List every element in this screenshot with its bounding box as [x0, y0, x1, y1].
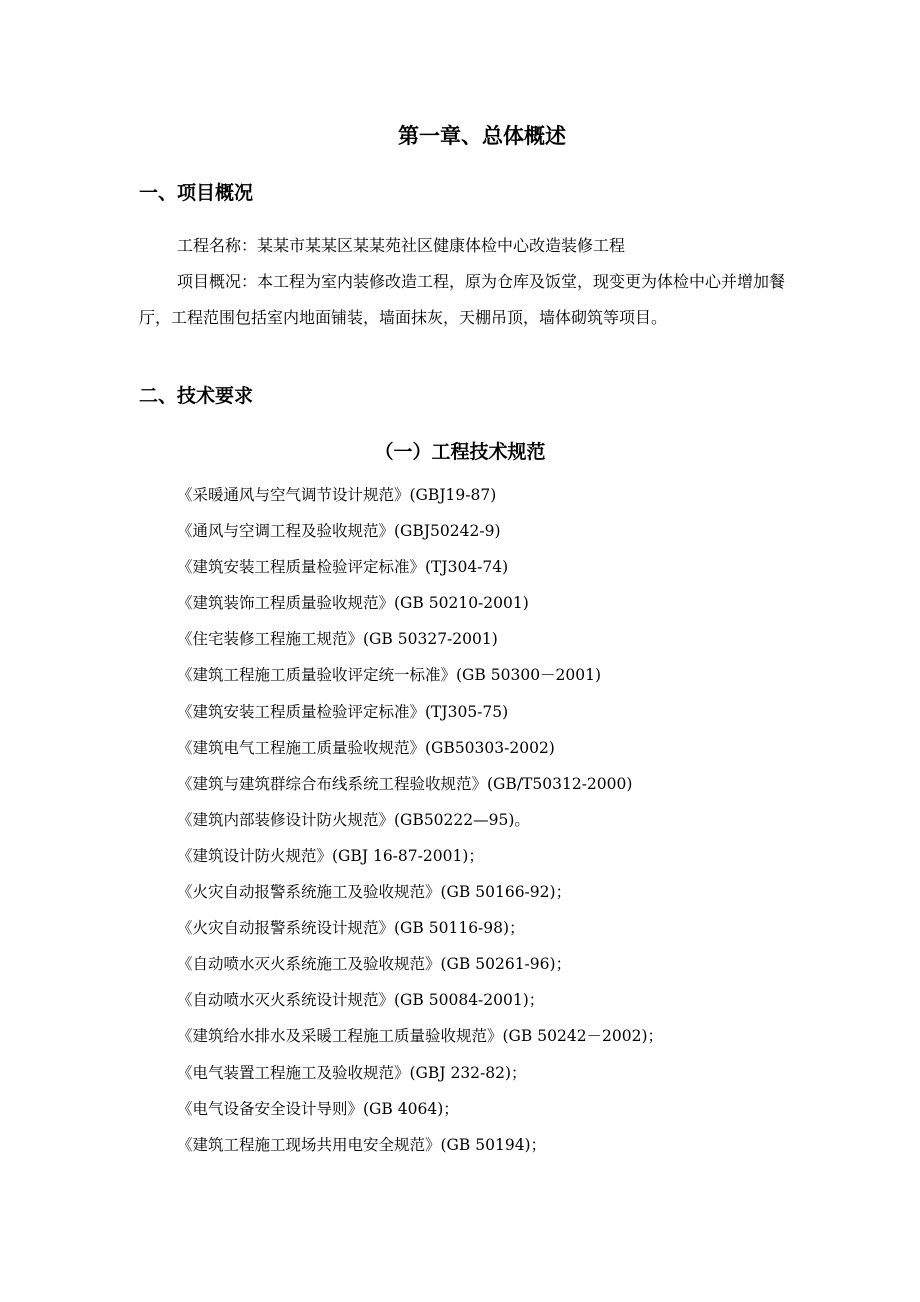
list-item: 《火灾自动报警系统设计规范》(GB 50116-98)； [177, 919, 525, 938]
chapter-title: 第一章、总体概述 [398, 123, 566, 148]
list-item: 《电气设备安全设计导则》(GB 4064)； [177, 1099, 459, 1118]
list-item: 《建筑工程施工现场共用电安全规范》(GB 50194)； [177, 1135, 547, 1154]
section-heading-project-overview: 一、项目概况 [139, 182, 254, 204]
standards-list [177, 477, 663, 1163]
list-item: 《建筑内部装修设计防火规范》(GB50222—95)。 [177, 810, 530, 829]
list-item: 《电气装置工程施工及验收规范》(GBJ 232-82)； [177, 1063, 527, 1082]
list-item: 《建筑与建筑群综合布线系统工程验收规范》(GB/T50312-2000) [177, 774, 633, 793]
subsection-heading-technical-standards: （一）工程技术规范 [374, 441, 546, 463]
list-item: 《自动喷水灭火系统施工及验收规范》(GB 50261-96)； [177, 955, 572, 974]
project-summary-paragraph: 项目概况：本工程为室内装修改造工程，原为仓库及饭堂，现变更为体检中心并增加餐厅，工程范围包括室内地面铺装，墙面抹灰，天棚吊顶，墙体砌筑等项目。 [139, 272, 786, 327]
list-item: 《自动喷水灭火系统设计规范》(GB 50084-2001)； [177, 991, 545, 1010]
list-item: 《通风与空调工程及验收规范》(GBJ50242-9) [177, 522, 501, 541]
list-item: 《建筑安装工程质量检验评定标准》(TJ304-74) [177, 558, 509, 577]
list-item: 《建筑电气工程施工质量验收规范》(GB50303-2002) [177, 738, 555, 757]
list-item: 《采暖通风与空气调节设计规范》(GBJ19-87) [177, 486, 497, 504]
list-item: 《建筑给水排水及采暖工程施工质量验收规范》(GB 50242－2002)； [177, 1027, 664, 1046]
list-item: 《建筑设计防火规范》(GBJ 16-87-2001)； [177, 846, 484, 865]
section-heading-technical-requirements: 二、技术要求 [139, 385, 254, 407]
list-item: 《建筑安装工程质量检验评定标准》(TJ305-75) [177, 702, 509, 721]
list-item: 《建筑装饰工程质量验收规范》(GB 50210-2001) [177, 594, 529, 613]
list-item: 《火灾自动报警系统施工及验收规范》(GB 50166-92)； [177, 883, 572, 902]
list-item: 《建筑工程施工质量验收评定统一标准》(GB 50300－2001) [177, 666, 602, 685]
project-overview-body [139, 228, 789, 336]
project-name-paragraph: 工程名称：某某市某某区某某苑社区健康体检中心改造装修工程 [177, 236, 626, 255]
list-item: 《住宅装修工程施工规范》(GB 50327-2001) [177, 630, 498, 649]
